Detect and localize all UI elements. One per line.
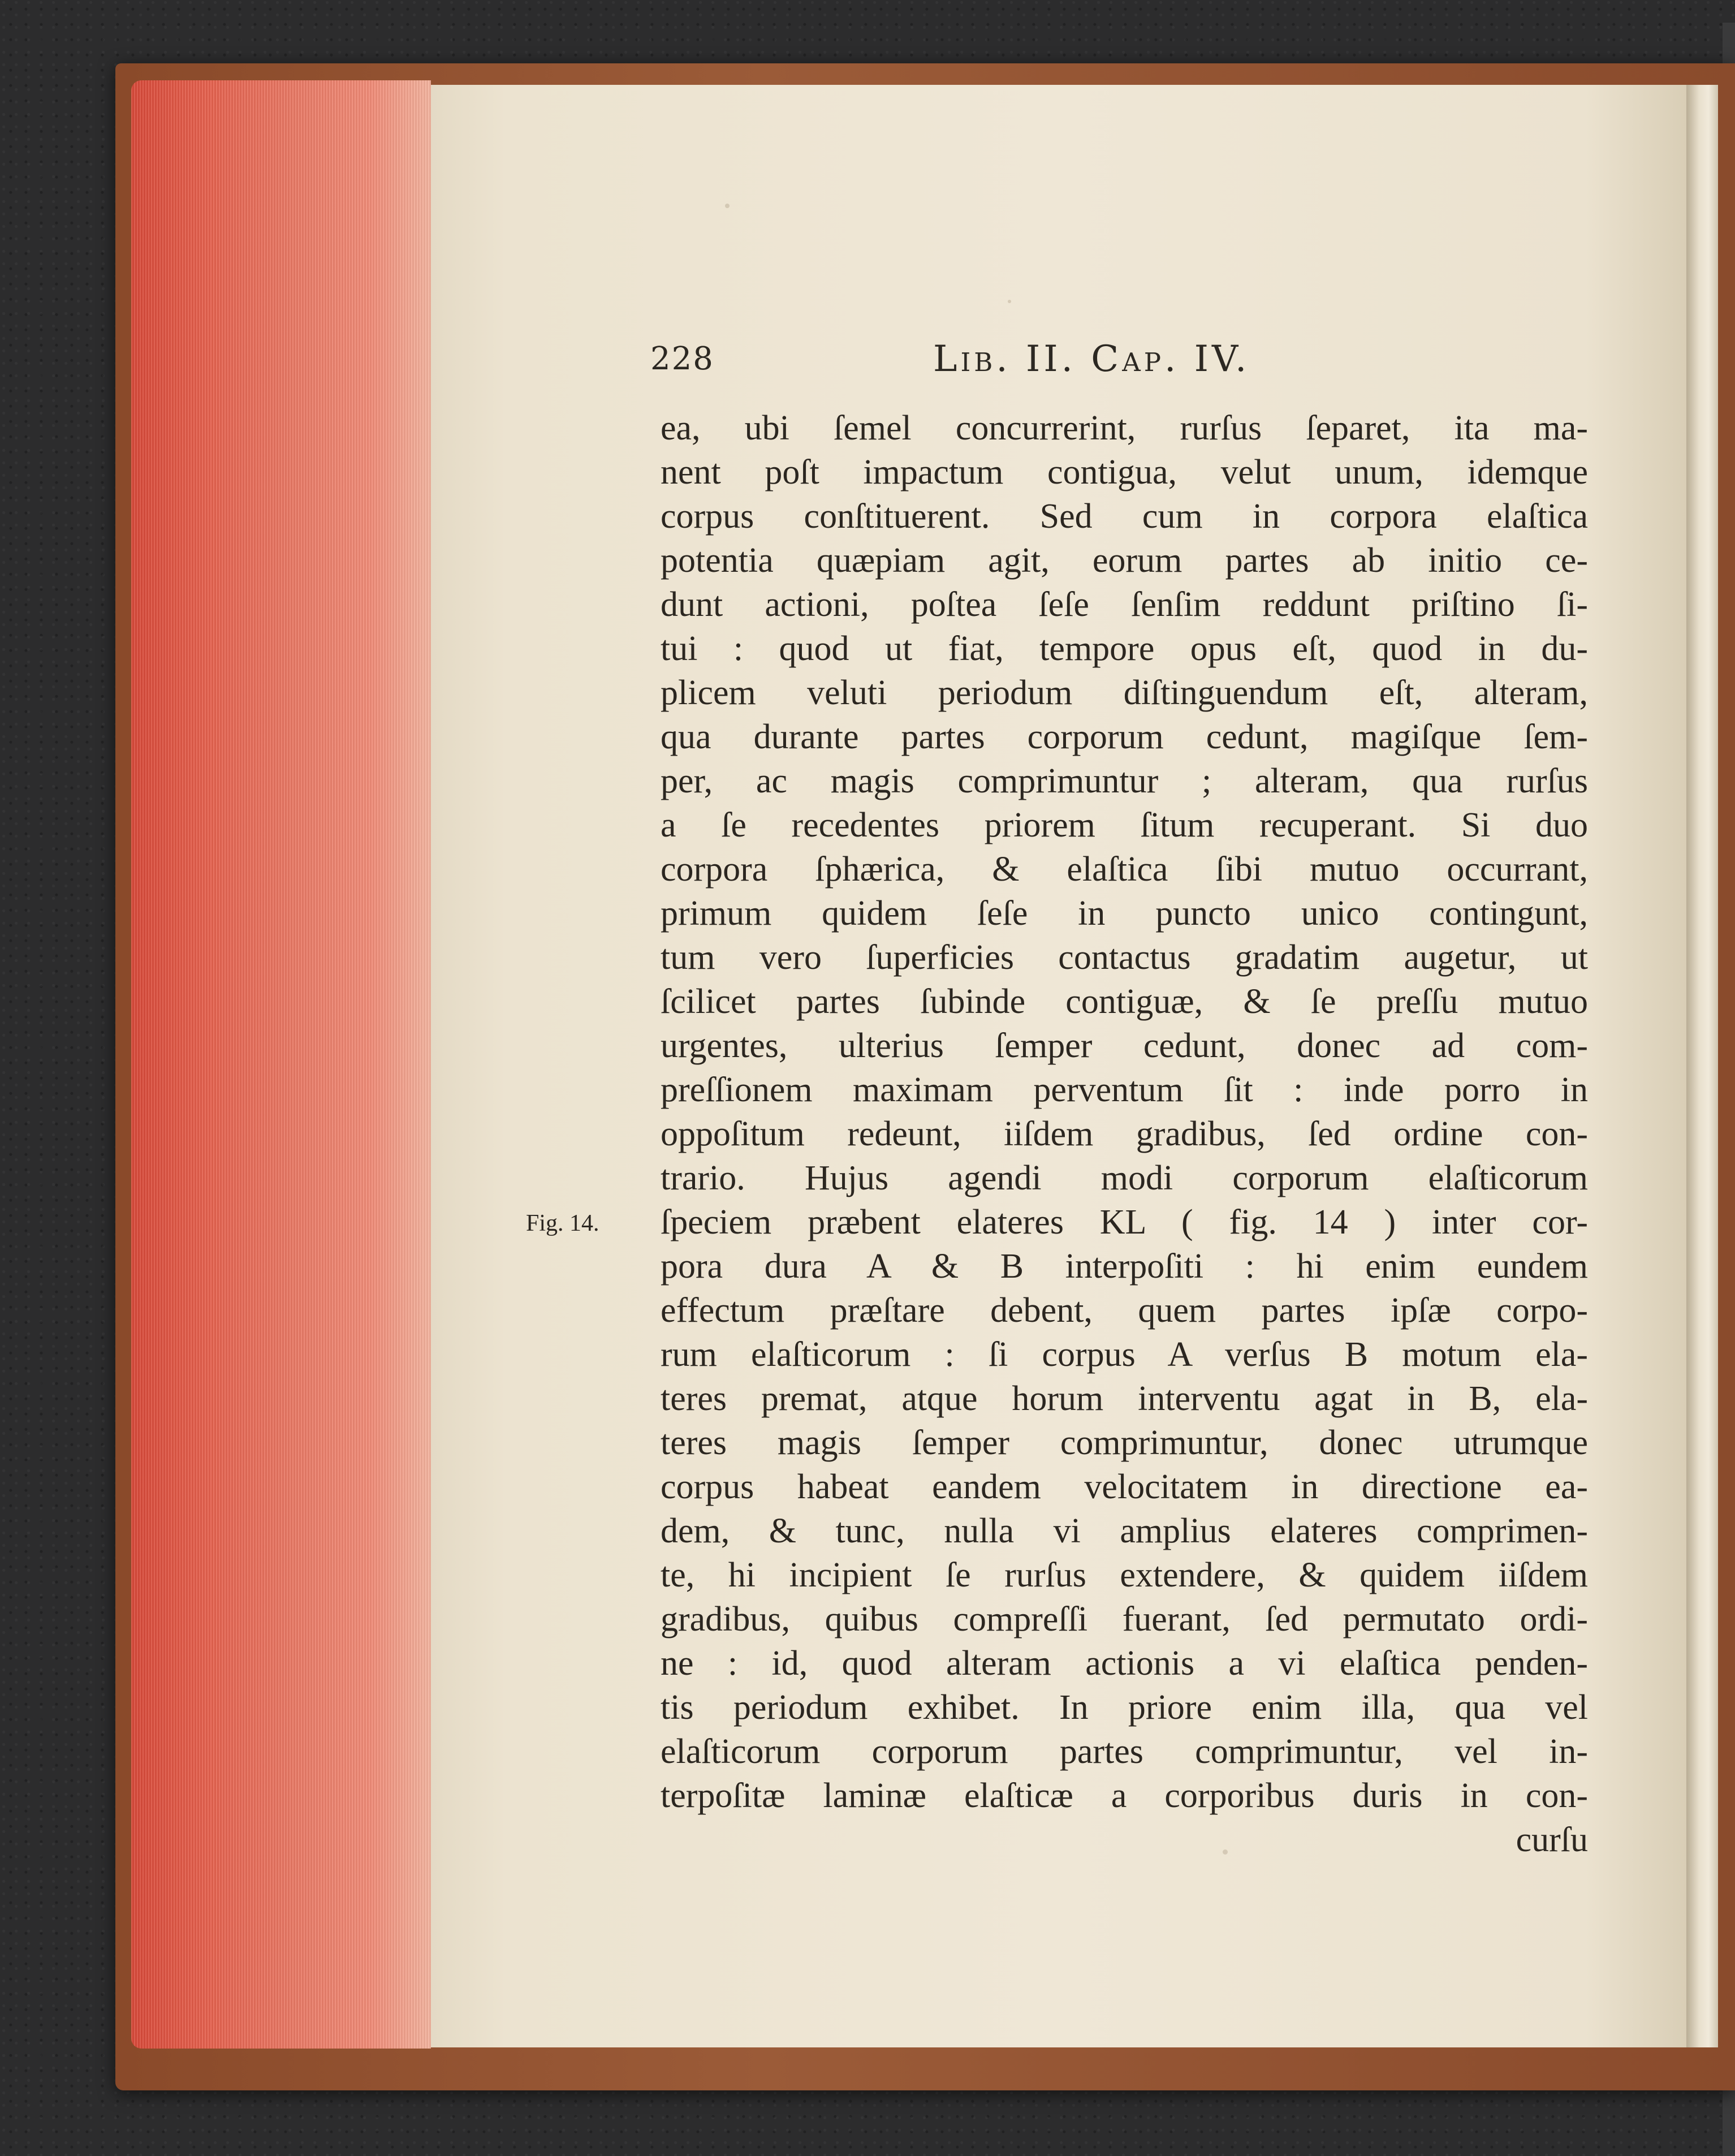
text-line: gradibus, quibus compreſſi fuerant, ſed permutato ordi- — [661, 1600, 1588, 1638]
text-line: primum quidem ſeſe in puncto unico contingunt, — [661, 894, 1588, 933]
text-line: corpora ſphærica, & elaſtica ſibi mutuo occurrant, — [661, 850, 1588, 889]
figure-reference-margin-note: Fig. 14. — [526, 1210, 599, 1236]
text-line: teres premat, atque horum interventu agat in B, ela- — [661, 1379, 1588, 1418]
text-line: corpus conſtituerent. Sed cum in corpora elaſtica — [661, 497, 1588, 536]
text-line: a ſe recedentes priorem ſitum recuperant. Si duo — [661, 806, 1588, 844]
text-line: terpoſitæ laminæ elaſticæ a corporibus duris in con- — [661, 1776, 1588, 1815]
text-line: effectum præſtare debent, quem partes ipſæ corpo- — [661, 1291, 1588, 1330]
red-page-edges — [131, 80, 431, 2049]
text-line: urgentes, ulterius ſemper cedunt, donec ad com- — [661, 1027, 1588, 1065]
running-head: Lib. II. Cap. IV. — [933, 338, 1250, 380]
text-line: ſcilicet partes ſubinde contiguæ, & ſe preſſu mutuo — [661, 982, 1588, 1021]
text-line: ſpeciem præbent elateres KL ( fig. 14 ) inter cor- — [661, 1203, 1588, 1241]
text-line: teres magis ſemper comprimuntur, donec utrumque — [661, 1424, 1588, 1462]
text-line: dunt actioni, poſtea ſeſe ſenſim reddunt priſtino ſi- — [661, 585, 1588, 624]
text-line: tis periodum exhibet. In priore enim illa, qua vel — [661, 1688, 1588, 1727]
text-line: corpus habeat eandem velocitatem in directione ea- — [661, 1468, 1588, 1506]
text-line: ea, ubi ſemel concurrerint, rurſus ſeparet, ita ma- — [661, 409, 1588, 447]
text-line: tui : quod ut fiat, tempore opus eſt, quod in du- — [661, 629, 1588, 668]
text-line: plicem veluti periodum diſtinguendum eſt, alteram, — [661, 674, 1588, 712]
text-line: elaſticorum corporum partes comprimuntur, vel in- — [661, 1732, 1588, 1771]
text-line: qua durante partes corporum cedunt, magiſque ſem- — [661, 718, 1588, 756]
page-gutter — [1686, 85, 1718, 2047]
text-line: ne : id, quod alteram actionis a vi elaſtica penden- — [661, 1644, 1588, 1683]
paper-speck — [1008, 300, 1011, 303]
paper-speck — [725, 204, 730, 208]
text-line: per, ac magis comprimuntur ; alteram, qua rurſus — [661, 762, 1588, 800]
text-line: rum elaſticorum : ſi corpus A verſus B motum ela- — [661, 1335, 1588, 1374]
text-line: potentia quæpiam agit, eorum partes ab initio ce- — [661, 541, 1588, 580]
page-header — [650, 334, 1386, 385]
text-line: tum vero ſuperficies contactus gradatim augetur, ut — [661, 938, 1588, 977]
text-line: nent poſt impactum contigua, velut unum, idemque — [661, 453, 1588, 491]
page-number: 228 — [650, 340, 714, 377]
text-line: trario. Hujus agendi modi corporum elaſticorum — [661, 1159, 1588, 1197]
text-line: dem, & tunc, nulla vi amplius elateres comprimen- — [661, 1512, 1588, 1550]
text-line: te, hi incipient ſe rurſus extendere, & quidem iiſdem — [661, 1556, 1588, 1594]
text-line: pora dura A & B interpoſiti : hi enim eundem — [661, 1247, 1588, 1286]
catchword: curſu — [1516, 1821, 1588, 1859]
body-text — [661, 406, 1588, 1862]
text-line: preſſionem maximam perventum ſit : inde porro in — [661, 1071, 1588, 1109]
text-line: oppoſitum redeunt, iiſdem gradibus, ſed ordine con- — [661, 1115, 1588, 1153]
